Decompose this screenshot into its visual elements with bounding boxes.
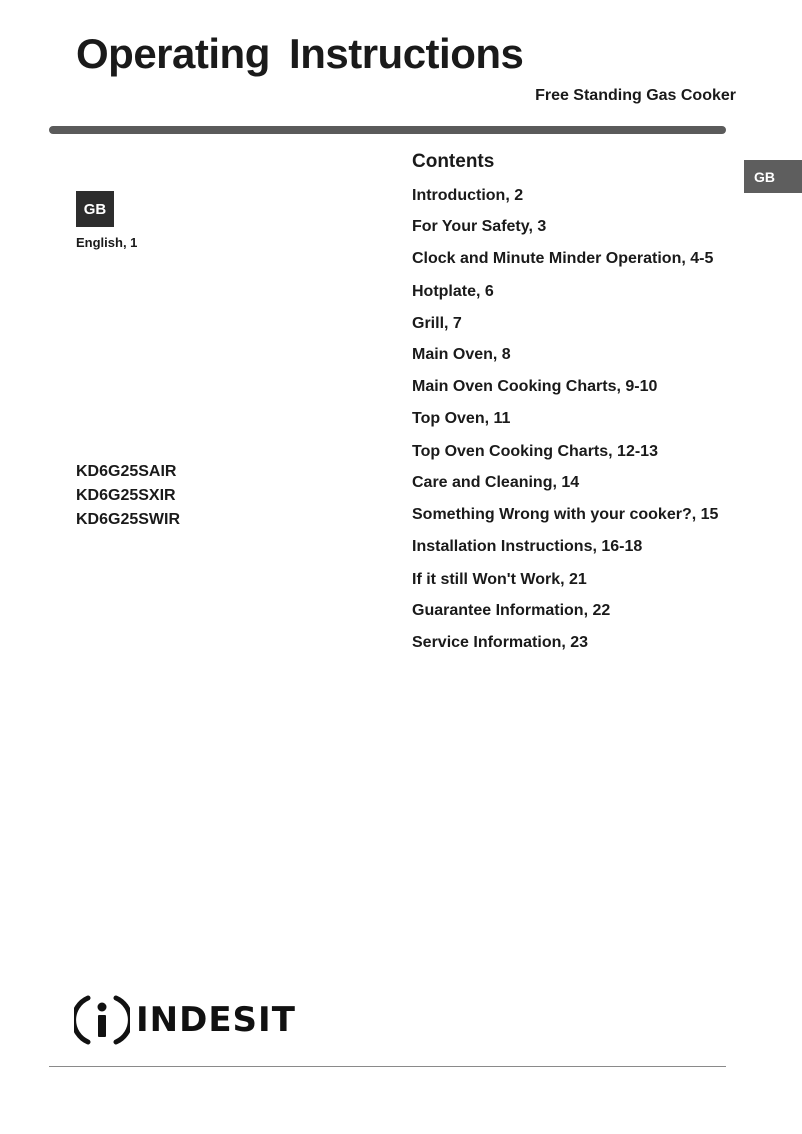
page-title: Operating Instructions	[76, 30, 524, 77]
language-badge: GB	[76, 191, 114, 227]
indesit-i-logo-icon	[74, 992, 130, 1048]
brand-wordmark: INDESIT	[136, 1000, 296, 1040]
model-list	[76, 462, 180, 534]
toc-item[interactable]: Grill, 7	[412, 315, 462, 332]
toc-item[interactable]: Something Wrong with your cooker?, 15	[412, 506, 719, 523]
footer-divider	[49, 1066, 726, 1067]
toc-item[interactable]: Main Oven Cooking Charts, 9-10	[412, 378, 658, 395]
toc-item[interactable]: Top Oven Cooking Charts, 12-13	[412, 443, 658, 460]
toc-item[interactable]: Installation Instructions, 16-18	[412, 538, 643, 555]
language-label[interactable]: English, 1	[76, 235, 138, 250]
indesit-logo	[74, 990, 296, 1050]
toc-item[interactable]: Main Oven, 8	[412, 346, 511, 363]
toc-item[interactable]: Guarantee Information, 22	[412, 602, 611, 619]
model-number: KD6G25SWIR	[76, 511, 181, 528]
toc-item[interactable]: Service Information, 23	[412, 634, 589, 651]
toc-item[interactable]: If it still Won't Work, 21	[412, 571, 587, 588]
header-divider	[49, 126, 726, 134]
language-side-tab[interactable]: GB	[744, 160, 802, 193]
model-number: KD6G25SXIR	[76, 487, 176, 504]
toc-item[interactable]: Care and Cleaning, 14	[412, 474, 580, 491]
toc-item[interactable]: Hotplate, 6	[412, 283, 494, 300]
toc-item[interactable]: Introduction, 2	[412, 187, 524, 204]
toc-item[interactable]: Top Oven, 11	[412, 410, 511, 427]
toc-item[interactable]: For Your Safety, 3	[412, 218, 547, 235]
model-number: KD6G25SAIR	[76, 463, 177, 480]
document-subtitle: Free Standing Gas Cooker	[535, 87, 736, 104]
contents-heading: Contents	[412, 151, 495, 172]
toc-item[interactable]: Clock and Minute Minder Operation, 4-5	[412, 250, 714, 267]
